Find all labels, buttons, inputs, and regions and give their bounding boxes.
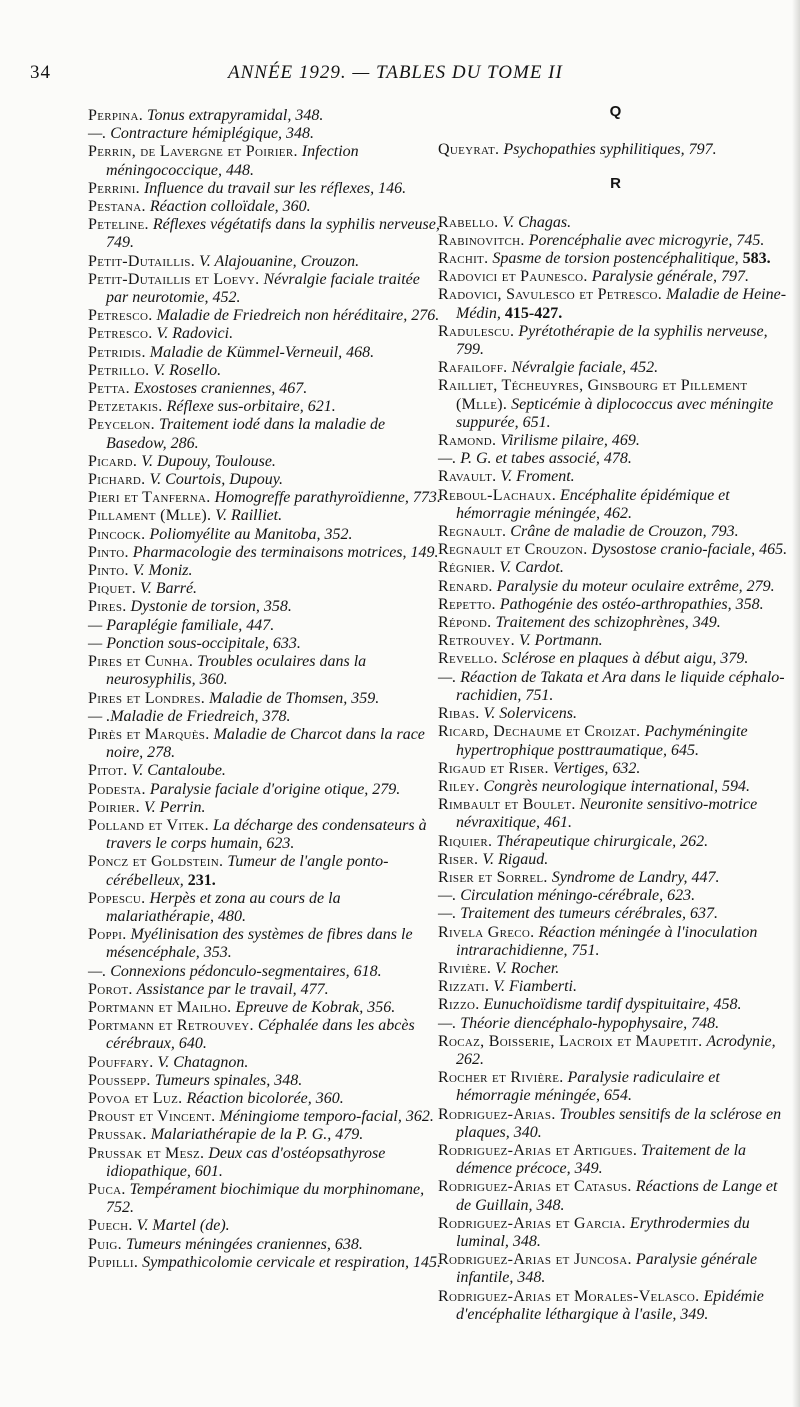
entry-title: —. Contracture hémiplégique, 348. bbox=[88, 125, 315, 143]
author-name: Perpina. bbox=[88, 107, 144, 124]
index-entry bbox=[438, 432, 793, 450]
entry-title: Thérapeutique chirurgicale, 262. bbox=[496, 832, 709, 850]
author-name: Renard. bbox=[438, 577, 493, 595]
author-name: Radulescu. bbox=[438, 322, 515, 340]
entry-title: —. Théorie diencéphalo-hypophysaire, 748. bbox=[438, 1014, 720, 1032]
entry-title: Crâne de maladie de Crouzon, 793. bbox=[510, 523, 739, 541]
author-name: Porot. bbox=[88, 980, 133, 998]
index-entry bbox=[438, 268, 793, 286]
author-name: Rodriguez-Arias et Artigues. bbox=[438, 1141, 638, 1159]
author-name: Pouffary. bbox=[88, 1053, 154, 1071]
index-entry bbox=[88, 380, 443, 398]
entry-title: Maladie de Kümmel-Verneuil, 468. bbox=[149, 343, 375, 361]
index-entry bbox=[88, 726, 443, 762]
author-name: Ricard, Dechaume et Croizat. bbox=[438, 723, 641, 741]
index-entry bbox=[88, 125, 443, 143]
index-entry bbox=[88, 999, 443, 1017]
index-entry bbox=[438, 796, 793, 832]
entry-title: Maladie de Charcot dans la race noire, 278. bbox=[106, 725, 425, 762]
index-entry bbox=[438, 851, 793, 869]
entry-title: Pharmacologie des terminaisons motrices, 149. bbox=[132, 543, 439, 561]
author-name: Proust et Vincent. bbox=[88, 1108, 216, 1126]
index-entry bbox=[88, 580, 443, 598]
author-name: Ribas. bbox=[438, 705, 480, 723]
index-entry bbox=[438, 705, 793, 723]
author-name: Regnault et Crouzon. bbox=[438, 541, 588, 559]
entry-title: Névralgie faciale traitée par neurotomie, 452. bbox=[106, 270, 420, 307]
author-name: Puig. bbox=[88, 1235, 122, 1253]
entry-title: Paralysie radiculaire et hémorragie méningée, 654. bbox=[456, 1069, 720, 1105]
page-reference: 415-427. bbox=[504, 304, 563, 322]
index-entry bbox=[438, 723, 793, 759]
index-entry bbox=[438, 978, 793, 996]
entry-title: Paralysie faciale d'origine otique, 279. bbox=[149, 780, 401, 798]
entry-title: V. Barré. bbox=[140, 580, 198, 598]
page-edge-shadow bbox=[792, 0, 800, 1407]
index-entry bbox=[438, 905, 793, 923]
entry-title: Infection méningococcique, 448. bbox=[106, 143, 359, 179]
entry-title: Tempérament biochimique du morphinomane, 752. bbox=[106, 1180, 425, 1217]
entry-title: Congrès neurologique international, 594. bbox=[483, 777, 751, 795]
index-entry bbox=[438, 632, 793, 650]
entry-title: Malariathérapie de la P. G., 479. bbox=[150, 1126, 364, 1144]
entry-title: Acrodynie, 262. bbox=[456, 1032, 776, 1068]
index-entry bbox=[438, 650, 793, 668]
entry-title: — Ponction sous-occipitale, 633. bbox=[88, 634, 301, 652]
entry-title: La décharge des condensateurs à travers le corps humain, 623. bbox=[106, 816, 427, 853]
index-entry bbox=[88, 1254, 443, 1272]
index-entry bbox=[88, 1145, 443, 1181]
entry-title: —. Connexions pédonculo-segmentaires, 618. bbox=[88, 962, 382, 980]
author-name: Radovici et Paunesco. bbox=[438, 268, 588, 286]
entry-title: — Paraplégie familiale, 447. bbox=[88, 616, 275, 634]
author-name: Retrouvey. bbox=[438, 632, 515, 650]
entry-title: Dystonie de torsion, 358. bbox=[130, 598, 292, 616]
author-name: Peteline. bbox=[88, 216, 149, 234]
author-name: Poirier. bbox=[88, 798, 140, 816]
entry-title: Tumeurs méningées craniennes, 638. bbox=[125, 1235, 363, 1253]
author-name: Pieri et Tanferna. bbox=[88, 489, 211, 507]
entry-title: —. Traitement des tumeurs cérébrales, 637. bbox=[438, 905, 718, 923]
author-name: Podesta. bbox=[88, 780, 146, 798]
entry-title: Epidémie d'encéphalite léthargique à l'asile, 349. bbox=[456, 1287, 764, 1323]
entry-title: Réaction méningée à l'inoculation intrarachidienne, 751. bbox=[456, 923, 758, 959]
section-letter-q: Q bbox=[609, 103, 622, 120]
author-name: Rivela Greco. bbox=[438, 923, 535, 941]
entry-title: V. Radovici. bbox=[156, 325, 234, 343]
index-entry bbox=[88, 416, 443, 452]
entry-title: Névralgie faciale, 452. bbox=[511, 359, 659, 377]
entry-title: V. Martel (de). bbox=[136, 1217, 230, 1235]
author-name: Petit-Dutaillis. bbox=[88, 252, 196, 270]
index-entry bbox=[438, 1251, 793, 1287]
author-name: Riser. bbox=[438, 850, 479, 868]
entry-title: Réflexes végétatifs dans la syphilis nerveuse, 749. bbox=[106, 216, 440, 252]
index-entry bbox=[438, 578, 793, 596]
index-entry bbox=[438, 1215, 793, 1251]
author-name: Piquet. bbox=[88, 580, 136, 598]
author-name: Peycelon. bbox=[88, 416, 155, 434]
entry-title: Spasme de torsion postencéphalitique, bbox=[492, 250, 739, 268]
index-entry bbox=[438, 614, 793, 632]
index-entry bbox=[438, 523, 793, 541]
entry-title: —. Réaction de Takata et Ara dans le liquide céphalo-rachidien, 751. bbox=[438, 668, 785, 704]
index-entry bbox=[88, 799, 443, 817]
author-name: Rocher et Rivière. bbox=[438, 1069, 564, 1087]
index-entry bbox=[438, 1106, 793, 1142]
author-name: Regnault. bbox=[438, 523, 507, 541]
index-entry bbox=[88, 198, 443, 216]
index-entry bbox=[88, 307, 443, 325]
author-name: Polland et Vitek. bbox=[88, 816, 209, 834]
author-name: Reboul-Lachaux. bbox=[438, 486, 556, 504]
entry-title: Traitement iodé dans la maladie de Basedow, 286. bbox=[106, 416, 386, 452]
author-name: Pillament (Mlle). bbox=[88, 507, 212, 525]
entry-title: Epreuve de Kobrak, 356. bbox=[235, 998, 396, 1016]
index-entry bbox=[438, 541, 793, 559]
entry-title: V. Portmann. bbox=[518, 632, 603, 650]
entry-title: —. Circulation méningo-cérébrale, 623. bbox=[438, 887, 696, 905]
author-name: Petzetakis. bbox=[88, 398, 163, 416]
index-entry bbox=[438, 996, 793, 1014]
index-entry bbox=[88, 507, 443, 525]
author-name: Poppi. bbox=[88, 926, 127, 944]
author-name: Queyrat. bbox=[438, 141, 500, 159]
index-entry bbox=[88, 362, 443, 380]
author-name: Pincock. bbox=[88, 525, 146, 543]
entry-title: Myélinisation des systèmes de fibres dans le mésencéphale, 353. bbox=[106, 926, 413, 962]
index-entry bbox=[438, 487, 793, 523]
index-entry bbox=[88, 107, 443, 125]
author-name: Perrini. bbox=[88, 179, 140, 197]
author-name: Rizzati. bbox=[438, 978, 490, 996]
entry-title: V. Chatagnon. bbox=[157, 1053, 249, 1071]
index-entry bbox=[438, 1015, 793, 1033]
index-entry bbox=[88, 344, 443, 362]
author-name: Poncz et Goldstein. bbox=[88, 853, 224, 871]
entry-title: Herpès et zona au cours de la malariathérapie, 480. bbox=[106, 889, 341, 925]
author-name: Rafailoff. bbox=[438, 359, 508, 377]
index-entry bbox=[88, 598, 443, 616]
index-entry bbox=[88, 325, 443, 343]
entry-title: Porencéphalie avec microgyrie, 745. bbox=[528, 231, 765, 249]
index-entry bbox=[438, 669, 793, 705]
author-name: Rodriguez-Arias et Morales-Velasco. bbox=[438, 1287, 700, 1305]
index-entry bbox=[88, 690, 443, 708]
entry-title: Virilisme pilaire, 469. bbox=[500, 432, 640, 450]
entry-title: V. Perrin. bbox=[143, 798, 206, 816]
author-name: Pires et Londres. bbox=[88, 689, 206, 707]
index-entry bbox=[88, 544, 443, 562]
author-name: Petresco. bbox=[88, 307, 153, 325]
author-name: Prussak et Mesz. bbox=[88, 1144, 205, 1162]
index-entry bbox=[88, 489, 443, 507]
author-name: Rachit. bbox=[438, 250, 489, 268]
entry-title: Réaction colloïdale, 360. bbox=[149, 198, 311, 216]
author-name: Riley. bbox=[438, 777, 480, 795]
author-name: Pestana. bbox=[88, 198, 146, 216]
entry-title: Traitement de la démence précoce, 349. bbox=[456, 1141, 747, 1178]
index-entry bbox=[88, 981, 443, 999]
entry-title: V. Froment. bbox=[500, 468, 575, 486]
entry-title: Méningiome temporo-facial, 362. bbox=[219, 1108, 434, 1126]
index-entry bbox=[88, 1072, 443, 1090]
index-entry bbox=[438, 596, 793, 614]
entry-title: Maladie de Thomsen, 359. bbox=[209, 689, 380, 707]
entry-title: Erythrodermies du luminal, 348. bbox=[456, 1214, 750, 1250]
index-entry bbox=[438, 286, 793, 322]
author-name: Rodriguez-Arias et Garcia. bbox=[438, 1214, 626, 1232]
index-entry bbox=[438, 450, 793, 468]
entry-title: Vertiges, 632. bbox=[552, 759, 641, 777]
entry-title: V. Cardot. bbox=[499, 559, 564, 577]
index-entry bbox=[88, 253, 443, 271]
index-entry bbox=[88, 180, 443, 198]
author-name: Petta. bbox=[88, 380, 130, 398]
index-entry bbox=[438, 214, 793, 232]
author-name: Pinto. bbox=[88, 562, 129, 580]
index-entry bbox=[438, 924, 793, 960]
index-entry bbox=[438, 960, 793, 978]
index-entry bbox=[88, 1090, 443, 1108]
index-entry bbox=[88, 1054, 443, 1072]
entry-title: Troubles oculaires dans la neurosyphilis, 360. bbox=[106, 653, 367, 689]
index-entry bbox=[438, 760, 793, 778]
entry-title: Paralysie générale infantile, 348. bbox=[456, 1251, 758, 1287]
index-entry bbox=[88, 398, 443, 416]
index-entry bbox=[88, 1236, 443, 1254]
author-name: Poussepp. bbox=[88, 1071, 151, 1089]
index-entry bbox=[88, 781, 443, 799]
index-entry bbox=[88, 1181, 443, 1217]
entry-title: Céphalée dans les abcès cérébraux, 640. bbox=[106, 1017, 415, 1053]
index-entry bbox=[88, 471, 443, 489]
entry-title: Pyrétothérapie de la syphilis nerveuse, 799. bbox=[456, 322, 768, 359]
author-name: Pichard. bbox=[88, 471, 146, 489]
entry-title: Tumeur de l'angle ponto-cérébelleux, bbox=[106, 853, 389, 889]
author-name: Railliet, Técheuyres, Ginsbourg et Pillement (Mlle). bbox=[438, 377, 748, 413]
index-entry bbox=[438, 869, 793, 887]
page-reference: 231. bbox=[187, 871, 216, 889]
author-name: Prussak. bbox=[88, 1126, 147, 1144]
entry-title: Septicémie à diplococcus avec méningite suppurée, 651. bbox=[456, 395, 774, 431]
index-entry bbox=[88, 963, 443, 981]
entry-title: V. Moniz. bbox=[132, 562, 193, 580]
author-name: Pitot. bbox=[88, 762, 128, 780]
entry-title: Tumeurs spinales, 348. bbox=[154, 1071, 303, 1089]
entry-title: Sympathicolomie cervicale et respiration, 145. bbox=[142, 1253, 442, 1271]
page-reference: 583. bbox=[742, 250, 771, 268]
entry-title: Paralysie générale, 797. bbox=[591, 268, 749, 286]
entry-title: Assistance par le travail, 477. bbox=[136, 980, 329, 998]
entry-title: Pachyméningite hypertrophique posttraumatique, 645. bbox=[456, 723, 748, 759]
author-name: Pirès et Marquès. bbox=[88, 725, 210, 743]
author-name: Ravault. bbox=[438, 468, 497, 486]
author-name: Rizzo. bbox=[438, 996, 480, 1014]
index-entry bbox=[88, 1126, 443, 1144]
author-name: Rodriguez-Arias et Catasus. bbox=[438, 1178, 632, 1196]
entry-title: Maladie de Friedreich non héréditaire, 276. bbox=[156, 307, 440, 325]
entry-title: Sclérose en plaques à début aigu, 379. bbox=[501, 650, 749, 668]
index-entry bbox=[438, 1178, 793, 1214]
author-name: Petridis. bbox=[88, 343, 146, 361]
entry-title: Paralysie du moteur oculaire extrême, 279. bbox=[496, 577, 775, 595]
entry-title: Réflexe sus-orbitaire, 621. bbox=[166, 398, 336, 416]
section-letter-r: R bbox=[610, 175, 621, 193]
right-column bbox=[438, 101, 793, 1324]
entry-title: V. Rosello. bbox=[153, 361, 222, 379]
section-q-entries bbox=[438, 141, 793, 159]
section-r-entries bbox=[438, 214, 793, 1324]
author-name: Portmann et Retrouvey. bbox=[88, 1017, 254, 1035]
author-name: Petresco. bbox=[88, 325, 153, 343]
author-name: Picard. bbox=[88, 452, 138, 470]
author-name: Popescu. bbox=[88, 889, 146, 907]
entry-title: Eunuchoïdisme tardif dyspituitaire, 458. bbox=[483, 996, 742, 1014]
left-column bbox=[88, 107, 443, 1272]
entry-title: Pathogénie des ostéo-arthropathies, 358. bbox=[499, 595, 764, 613]
author-name: Rocaz, Boisserie, Lacroix et Maupetit. bbox=[438, 1032, 703, 1050]
author-name: Ramond. bbox=[438, 432, 497, 450]
entry-title: —. P. G. et tabes associé, 478. bbox=[438, 450, 632, 468]
index-entry bbox=[438, 1033, 793, 1069]
index-entry bbox=[88, 1017, 443, 1053]
index-entry bbox=[88, 617, 443, 635]
author-name: Rigaud et Riser. bbox=[438, 759, 549, 777]
entry-title: V. Fiamberti. bbox=[493, 978, 577, 996]
author-name: Pires et Cunha. bbox=[88, 653, 194, 671]
entry-title: Maladie de Heine-Médin, bbox=[456, 286, 787, 322]
author-name: Riser et Sorrel. bbox=[438, 868, 548, 886]
index-entry bbox=[88, 1217, 443, 1235]
index-entry bbox=[438, 468, 793, 486]
index-entry bbox=[88, 562, 443, 580]
entry-title: — .Maladie de Friedreich, 378. bbox=[88, 707, 291, 725]
index-entry bbox=[438, 833, 793, 851]
index-entry bbox=[88, 1108, 443, 1126]
author-name: Rivière. bbox=[438, 959, 492, 977]
author-name: Riquier. bbox=[438, 832, 493, 850]
running-title: ANNÉE 1929. — TABLES DU TOME II bbox=[228, 62, 563, 83]
entry-title: V. Dupouy, Toulouse. bbox=[141, 452, 276, 470]
index-entry bbox=[88, 635, 443, 653]
author-name: Rodriguez-Arias et Juncosa. bbox=[438, 1251, 632, 1269]
index-entry bbox=[438, 141, 793, 159]
entry-title: V. Rocher. bbox=[495, 959, 560, 977]
entry-title: V. Cantaloube. bbox=[131, 762, 226, 780]
entry-title: Homogreffe parathyroïdienne, 773. bbox=[214, 489, 441, 507]
index-entry bbox=[88, 762, 443, 780]
entry-title: Traitement des schizophrènes, 349. bbox=[495, 614, 721, 632]
entry-title: V. Railliet. bbox=[215, 507, 283, 525]
author-name: Petrillo. bbox=[88, 361, 150, 379]
entry-title: Encéphalite épidémique et hémorragie méningée, 462. bbox=[456, 486, 730, 522]
index-entry bbox=[438, 232, 793, 250]
entry-title: Dysostose cranio-faciale, 465. bbox=[591, 541, 788, 559]
index-entry bbox=[438, 1142, 793, 1178]
index-entry bbox=[88, 890, 443, 926]
author-name: Radovici, Savulesco et Petresco. bbox=[438, 286, 663, 304]
author-name: Régnier. bbox=[438, 559, 496, 577]
entry-title: Neuronite sensitivo-motrice névraxitique, 461. bbox=[456, 796, 758, 832]
index-entry bbox=[438, 559, 793, 577]
author-name: Rodriguez-Arias. bbox=[438, 1105, 556, 1123]
author-name: Puech. bbox=[88, 1217, 133, 1235]
author-name: Povoa et Luz. bbox=[88, 1089, 183, 1107]
entry-title: Réaction bicolorée, 360. bbox=[186, 1089, 344, 1107]
author-name: Pinto. bbox=[88, 543, 129, 561]
index-entry bbox=[438, 377, 793, 432]
index-entry bbox=[438, 1288, 793, 1324]
entry-title: V. Chagas. bbox=[502, 213, 572, 231]
author-name: Perrin, de Lavergne et Poirier. bbox=[88, 143, 298, 161]
index-entry bbox=[88, 526, 443, 544]
entry-title: V. Rigaud. bbox=[482, 850, 549, 868]
entry-title: V. Solervicens. bbox=[483, 705, 578, 723]
entry-title: V. Courtois, Dupouy. bbox=[149, 471, 283, 489]
index-entry bbox=[88, 926, 443, 962]
entry-title: V. Alajouanine, Crouzon. bbox=[199, 252, 360, 270]
author-name: Puca. bbox=[88, 1180, 126, 1198]
author-name: Portmann et Mailho. bbox=[88, 998, 232, 1016]
entry-title: Deux cas d'ostéopsathyrose idiopathique, 601. bbox=[106, 1144, 386, 1180]
index-entry bbox=[88, 453, 443, 471]
index-entry bbox=[88, 653, 443, 689]
index-entry bbox=[88, 708, 443, 726]
index-entry bbox=[438, 1069, 793, 1105]
entry-title: Troubles sensitifs de la sclérose en plaques, 340. bbox=[456, 1105, 782, 1141]
entry-title: Poliomyélite au Manitoba, 352. bbox=[149, 525, 353, 543]
index-entry bbox=[438, 887, 793, 905]
page-number: 34 bbox=[30, 62, 51, 83]
entry-title: Psychopathies syphilitiques, 797. bbox=[503, 141, 717, 159]
author-name: Repetto. bbox=[438, 595, 496, 613]
entry-title: Réactions de Lange et de Guillain, 348. bbox=[456, 1178, 778, 1214]
entry-title: Syndrome de Landry, 447. bbox=[551, 868, 720, 886]
index-entry bbox=[88, 271, 443, 307]
author-name: Pupilli. bbox=[88, 1253, 139, 1271]
author-name: Répond. bbox=[438, 614, 492, 632]
author-name: Petit-Dutaillis et Loevy. bbox=[88, 270, 260, 288]
index-entry bbox=[438, 778, 793, 796]
index-entry bbox=[438, 250, 793, 268]
index-entry bbox=[438, 359, 793, 377]
index-entry bbox=[88, 817, 443, 853]
author-name: Rimbault et Boulet. bbox=[438, 796, 576, 814]
index-entry bbox=[88, 216, 443, 252]
index-entry bbox=[438, 323, 793, 359]
author-name: Rabello. bbox=[438, 213, 499, 231]
index-entry bbox=[88, 853, 443, 889]
index-entry bbox=[88, 143, 443, 179]
entry-title: Influence du travail sur les réflexes, 146. bbox=[143, 179, 407, 197]
entry-title: Exostoses craniennes, 467. bbox=[133, 380, 308, 398]
author-name: Pires. bbox=[88, 598, 127, 616]
author-name: Rabinovitch. bbox=[438, 231, 525, 249]
author-name: Revello. bbox=[438, 650, 498, 668]
entry-title: Tonus extrapyramidal, 348. bbox=[147, 107, 324, 124]
